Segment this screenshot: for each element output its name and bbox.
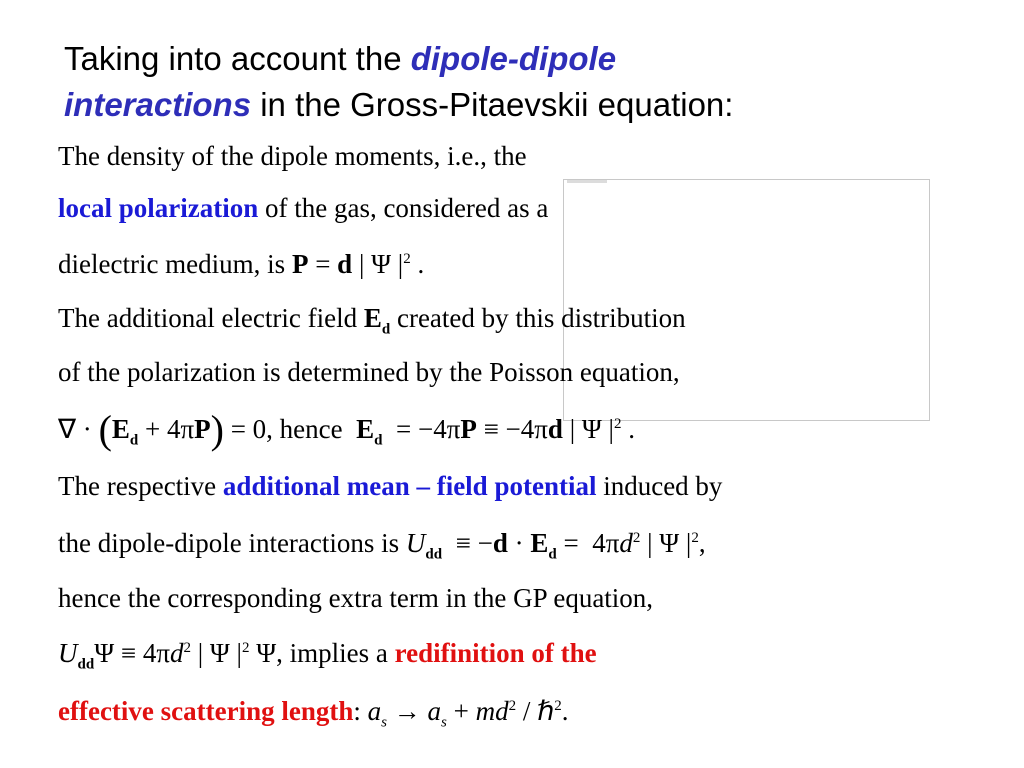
line-4 (58, 302, 686, 338)
scattering-length-term: effective scattering length (58, 696, 354, 726)
line-7-text-a: The respective (58, 471, 223, 501)
line-11-colon: : (353, 696, 361, 726)
line-4-text-b: created by this distribution (390, 303, 686, 333)
polarization-formula: P (291, 249, 309, 279)
line-9 (58, 582, 653, 614)
line-5 (58, 356, 680, 388)
line-6-hence: , hence (266, 414, 350, 444)
line-11: effective scattering length: $a_s \to a_s + md^2$ / ℏ$^2$. (58, 696, 569, 731)
line-10: $U_{dd}\Psi \equiv 4\pi d^2$ | Ψ $|^2$ Ψ, implies a redifinition of the (58, 638, 597, 673)
line-10-text: , implies a (276, 638, 395, 668)
line-1-text: The density of the dipole moments, i.e., the (58, 141, 527, 171)
line-8: the dipole-dipole interactions is $U_{dd} \equiv -d \cdot E_d = 4\pi d^2$ | Ψ $|^2$, (58, 528, 706, 563)
redefinition-term: redifinition of the (394, 638, 597, 668)
line-3-text: dielectric medium, is (58, 249, 292, 279)
line-9-text: hence the corresponding extra term in the GP equation, (58, 583, 654, 613)
local-polarization-term: local polarization (58, 193, 259, 223)
slide-title (64, 36, 733, 128)
title-highlight-1: dipole-dipole (410, 40, 617, 77)
figure-caption-mark (567, 180, 607, 183)
line-3: dielectric medium, is P = d | Ψ $|^2$ . (58, 249, 425, 279)
title-pre: Taking into account the (64, 40, 411, 77)
mean-field-potential-term: additional mean – field potential (222, 471, 597, 501)
line-4-text-a: The additional electric field (58, 303, 364, 333)
line-2-text: of the gas, considered as a (258, 193, 549, 223)
line-2 (58, 192, 548, 224)
line-7-text-b: induced by (596, 471, 723, 501)
line-6-poisson: ∇ · $(E_d + 4\pi P) = 0$, hence $E_d = -4\pi P \equiv -4\pi d$ | Ψ $|^2$ . (58, 407, 635, 452)
line-7 (58, 470, 722, 502)
line-8-text: the dipole-dipole interactions is (58, 528, 406, 558)
title-post: in the Gross-Pitaevskii equation: (251, 86, 734, 123)
field-Ed-symbol: $E_d$ (363, 303, 391, 338)
line-1 (58, 140, 527, 172)
line-5-text: of the polarization is determined by the Poisson equation, (58, 357, 680, 387)
title-highlight-2: interactions (64, 86, 252, 123)
